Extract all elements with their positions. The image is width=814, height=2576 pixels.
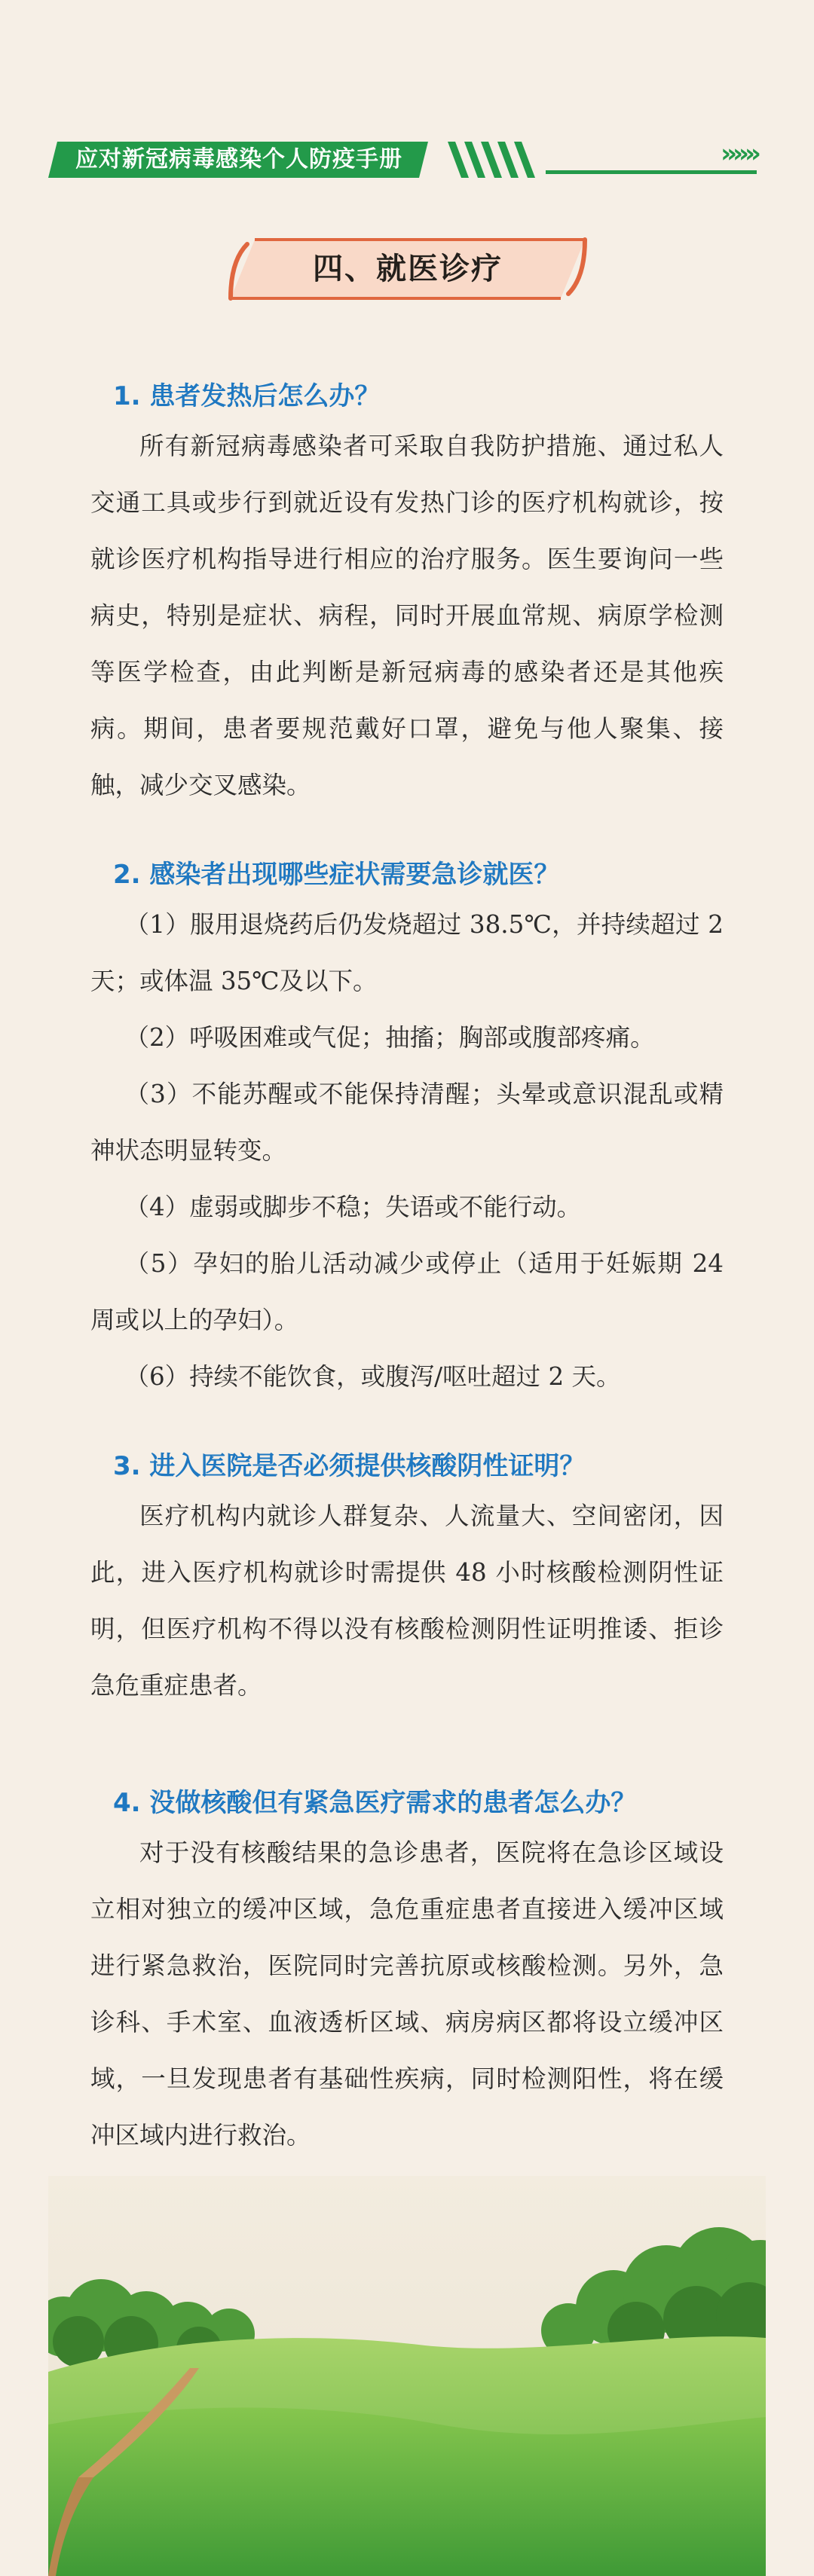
chevrons-right-icon: »»» — [721, 139, 757, 169]
answer-2-list — [90, 897, 724, 1405]
handbook-title: 应对新冠病毒感染个人防疫手册 — [75, 146, 402, 173]
question-4-title: 4. 没做核酸但有紧急医疗需求的患者怎么办？ — [113, 1788, 637, 1818]
list-item: （2）呼吸困难或气促；抽搐；胸部或腹部疼痛。 — [124, 1023, 655, 1052]
header-rule — [546, 170, 757, 174]
answer-1-text: 所有新冠病毒感染者可采取自我防护措施、通过私人交通工具或步行到就近设有发热门诊的医疗机构就诊，按就诊医疗机构指导进行相应的治疗服务。医生要询问一些病史，特别是症状、病程，同时开展血常规、病原学检测等医学检查，由此判断是新冠病毒的感染者还是其他疾病。期间，患者要规范戴好口罩，避免与他人聚集、接触，减少交叉感染。 — [90, 432, 724, 799]
question-3-title: 3. 进入医院是否必须提供核酸阴性证明？ — [113, 1451, 586, 1481]
list-item: （3）不能苏醒或不能保持清醒；头晕或意识混乱或精神状态明显转变。 — [90, 1080, 724, 1165]
answer-4 — [90, 1825, 724, 2164]
list-item: （6）持续不能饮食，或腹泻/呕吐超过 2 天。 — [124, 1362, 621, 1391]
list-item: （5）孕妇的胎儿活动减少或停止（适用于妊娠期 24 周或以上的孕妇）。 — [90, 1249, 724, 1334]
question-1-title: 1. 患者发热后怎么办？ — [113, 381, 381, 411]
answer-3-text: 医疗机构内就诊人群复杂、人流量大、空间密闭，因此，进入医疗机构就诊时需提供 48 小时核酸检测阴性证明，但医疗机构不得以没有核酸检测阴性证明推诿、拒诊急危重症患者。 — [90, 1502, 724, 1700]
answer-1 — [90, 418, 724, 814]
section-banner — [225, 235, 591, 303]
question-2-title: 2. 感染者出现哪些症状需要急诊就医？ — [113, 860, 560, 890]
handbook-title-tag — [48, 142, 428, 178]
section-title: 四、就医诊疗 — [313, 251, 503, 286]
answer-4-text: 对于没有核酸结果的急诊患者，医院将在急诊区域设立相对独立的缓冲区域，急危重症患者直接进入缓冲区域进行紧急救治，医院同时完善抗原或核酸检测。另外，急诊科、手术室、血液透析区域、病房病区都将设立缓冲区域，一旦发现患者有基础性疾病，同时检测阳性，将在缓冲区域内进行救治。 — [90, 1838, 724, 2150]
list-item: （1）服用退烧药后仍发烧超过 38.5℃，并持续超过 2 天；或体温 35℃及以下。 — [90, 910, 724, 995]
header-bar — [48, 139, 757, 178]
answer-3 — [90, 1488, 724, 1714]
list-item: （4）虚弱或脚步不稳；失语或不能行动。 — [124, 1193, 582, 1221]
landscape-illustration — [48, 2176, 766, 2576]
decorative-stripes — [440, 142, 561, 178]
